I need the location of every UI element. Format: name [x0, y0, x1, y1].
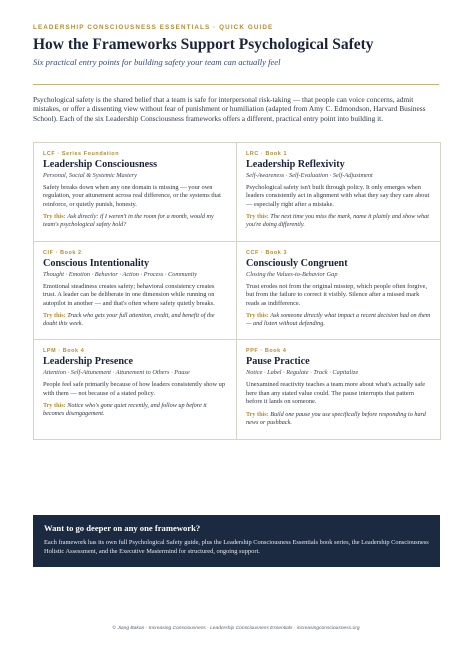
card-title: Leadership Consciousness — [43, 159, 158, 170]
framework-card-cif — [34, 242, 237, 341]
cta-body: Each framework has its own full Psychological Safety guide, plus the Leadership Consciousness Essentials book series, the Leadership Consciousness Holistic Assessment, and the Executive Mastermind for structured, ongoing support. — [44, 539, 429, 555]
card-title: Pause Practice — [246, 356, 310, 368]
card-subtitle: Attention · Self-Attunement · Attunement to Others · Pause — [43, 369, 190, 377]
framework-card-ppf — [237, 340, 440, 439]
card-try-this — [43, 312, 227, 328]
card-subtitle: Personal, Social & Systemic Mastery — [43, 172, 137, 179]
try-this-label: Try this: — [246, 312, 269, 320]
card-try-this — [43, 402, 227, 418]
page-title: How the Frameworks Support Psychological Safety — [33, 36, 374, 53]
try-this-text: Notice who's gone quiet recently, and follow up before it becomes disengagement. — [43, 402, 207, 418]
try-this-text: Build one pause you use specifically before responding to hard news or pushback. — [246, 410, 426, 426]
card-title: Leadership Presence — [43, 356, 134, 368]
framework-card-lpm — [34, 340, 237, 439]
card-tag: LRC · Book 1 — [246, 151, 288, 157]
eyebrow-label: LEADERSHIP CONSCIOUSNESS ESSENTIALS · QUICK GUIDE — [33, 24, 274, 31]
card-body: People feel safe primarily because of how leaders consistently show up with them — not because of a stated policy. — [43, 381, 226, 397]
framework-card-lcf — [34, 143, 237, 242]
framework-grid — [33, 142, 441, 440]
try-this-label: Try this: — [43, 402, 66, 410]
try-this-label: Try this: — [43, 312, 66, 320]
card-body: Safety breaks down when any one domain is missing — your own regulation, your attunement across real difference, or the systems that reinforce, or quietly punish, honesty. — [43, 184, 221, 208]
card-body: Trust erodes not from the original misstep, which people often forgive, but from the failure to correct it visibly. Silence after a missed mark reads as indifference. — [246, 282, 428, 307]
framework-card-lrc — [237, 143, 440, 242]
card-tag: CCF · Book 3 — [246, 249, 288, 256]
cta-banner — [33, 515, 440, 567]
page-subtitle: Six practical entry points for building safety your team can actually feel — [33, 57, 281, 67]
card-tag: LPM · Book 4 — [43, 348, 85, 355]
try-this-label: Try this: — [246, 213, 269, 221]
try-this-text: Track who gets your full attention, credit, and benefit of the doubt this week. — [43, 312, 215, 328]
card-subtitle: Notice · Label · Regulate · Track · Capitalize — [246, 369, 359, 377]
card-tag: PPF · Book 4 — [246, 348, 287, 355]
card-tag: CIF · Book 2 — [43, 249, 82, 256]
intro-paragraph: Psychological safety is the shared belief that a team is safe for interpersonal risk-taking — that people can voice concerns, admit mistakes, or offer a dissenting view without fear of punishment or humiliation (adapted from Amy C. Edmondson, Harvard Business School). Each of the six Leadership Consciousness frameworks offers a different, practical entry point into building it. — [33, 95, 426, 123]
card-try-this — [246, 312, 431, 328]
card-body: Psychological safety isn't built through policy. It only emerges when leaders consistently act in alignment with what they say they care about — especially right after a mistake. — [246, 184, 430, 208]
framework-card-ccf — [237, 242, 440, 341]
try-this-label: Try this: — [246, 410, 269, 418]
card-subtitle: Closing the Values-to-Behavior Gap — [246, 270, 338, 278]
card-title: Consciously Congruent — [246, 257, 348, 269]
cta-title: Want to go deeper on any one framework? — [44, 523, 201, 533]
card-try-this — [246, 411, 431, 427]
try-this-text: The next time you miss the mark, name it plainly and show what you're doing differently. — [246, 213, 429, 229]
card-body: Emotional steadiness creates safety; behavioral consistency creates trust. A leader can be deliberate in one dimension while running on autopilot in another — and that's often where safety quietly breaks. — [43, 282, 215, 307]
card-try-this — [246, 213, 431, 229]
card-subtitle: Self-Awareness · Self-Evaluation · Self-Adjustment — [246, 172, 373, 179]
header-divider — [33, 84, 439, 85]
try-this-text: Ask directly: if I weren't in the room for a month, would my team's psychological safety hold? — [43, 213, 214, 229]
try-this-text: Ask someone directly what impact a recent decision had on them — and listen without defending. — [246, 312, 431, 328]
card-tag: LCF · Series Foundation — [43, 151, 120, 157]
card-title: Leadership Reflexivity — [246, 159, 345, 170]
card-body: Unexamined reactivity teaches a team more about what's actually safe here than any stated value could. The pause interrupts that pattern before it lands on someone. — [246, 381, 426, 406]
footer-text: © Jiang Bakan · Increasing Consciousness · Leadership Consciousness Essentials · increasingconsciousness.org — [112, 626, 360, 631]
card-subtitle: Thought · Emotion · Behavior · Action · Process · Community — [43, 270, 198, 278]
card-try-this — [43, 213, 227, 229]
card-title: Conscious Intentionality — [43, 257, 150, 269]
try-this-label: Try this: — [43, 213, 66, 221]
